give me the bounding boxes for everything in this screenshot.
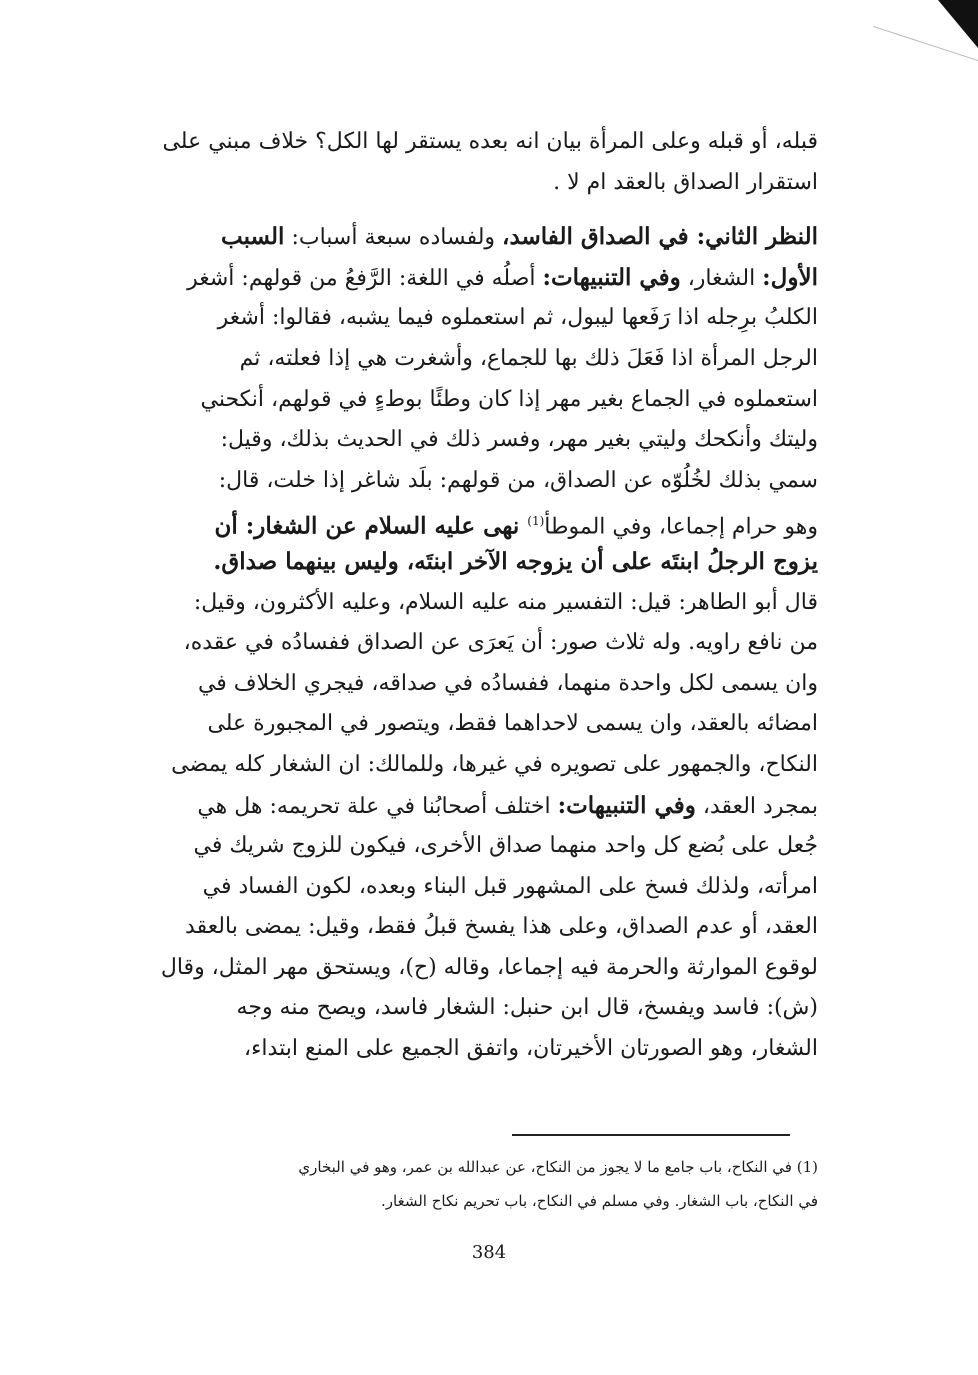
section-heading: النظر الثاني: في الصداق الفاسد، [502,223,818,251]
text-line: استقرار الصداق بالعقد ام لا . [553,169,818,195]
page-number: 384 [471,1242,507,1263]
text-line: (ش): فاسد ويفسخ، قال ابن حنبل: الشغار فاسد، ويصح منه وجه [236,995,818,1021]
footnote-line: في النكاح، باب الشغار. وفي مسلم في النكاح، باب تحريم نكاح الشغار. [381,1192,818,1210]
text-line: سمي بذلك لخُلُوّه عن الصداق، من قولهم: بلَد شاغر إذا خلت، قال: [218,467,818,493]
text-line: الرجل المرأة اذا فَعَلَ ذلك بها للجماع، وأشغرت هي إذا فعلته، ثم [239,345,818,371]
text-line: امرأته، ولذلك فسخ على المشهور قبل البناء وبعده، لكون الفساد في [202,873,818,899]
text-line: النكاح، والجمهور على تصويره في غيرها، وللمالك: ان الشغار كله يمضى [171,751,818,777]
text-line: قبله، أو قبله وعلى المرأة بيان انه بعده يستقر لها الكل؟ خلاف مبني على [162,129,818,154]
text-line: النظر الثاني: في الصداق الفاسد، ولفساده سبعة أسباب: السبب [221,223,818,251]
footnotes [158,1150,818,1218]
text-line: وان يسمى لكل واحدة منهما، ففسادُه في صداقه، فيجري الخلاف في [197,670,818,696]
corner-mark [938,0,978,48]
text-line: امضائه بالعقد، وان يسمى لاحداهما فقط، ويتصور في المجبورة على [207,711,818,737]
text-line: العقد، أو عدم الصداق، وعلى هذا يفسخ قبلُ فقط، وقيل: يمضى بالعقد [185,914,818,940]
main-text [158,122,818,1070]
text-line: لوقوع الموارثة والحرمة فيه إجماعا، وقاله (ح)، ويستحق مهر المثل، وقال [160,954,818,980]
footnote-divider [512,1134,790,1136]
text-line: وليتك وأنكحك وليتي بغير مهر، وفسر ذلك في الحديث بذلك، وقيل: [220,427,818,453]
hadith-line: يزوج الرجلُ ابنتَه على أن يزوجه الآخر ابنتَه، وليس بينهما صداق. [213,547,818,575]
text-line: جُعل على بُضع كل واحد منهما صداق الأخرى، فيكون للزوج شريك في [193,833,818,859]
footnote-ref: (1) [527,514,545,529]
text-line: الأول: الشغار، وفي التنبيهات: أصلُه في اللغة: الرَّفعُ من قولهم: أشغر [187,263,818,291]
text-line: استعملوه في الجماع بغير مهر إذا كان وطئًا بوطءٍ في قولهم، أنكحني [200,386,818,412]
text-line: الكلبُ برِجله اذا رَفَعها ليبول، ثم استعملوه فيما يشبه، فقالوا: أشغر [217,305,818,331]
text-line: وهو حرام إجماعا، وفي الموطأ$^{(1)}$ نهى عليه السلام عن الشغار: أن [214,512,818,540]
text-line: قال أبو الطاهر: قيل: التفسير منه عليه السلام، وعليه الأكثرون، وقيل: [193,589,818,615]
text-line: من نافع راويه. وله ثلاث صور: أن يَعرَى عن الصداق ففسادُه في عقده، [183,630,818,656]
text-line: بمجرد العقد، وفي التنبيهات: اختلف أصحابُنا في علة تحريمه: هل هي [197,791,818,819]
footnote-line: (1) في النكاح، باب جامع ما لا يجوز من النكاح، عن عبدالله بن عمر، وهو في البخاري [298,1158,818,1176]
text-line: الشغار، وهو الصورتان الأخيرتان، واتفق الجميع على المنع ابتداء، [243,1036,818,1062]
